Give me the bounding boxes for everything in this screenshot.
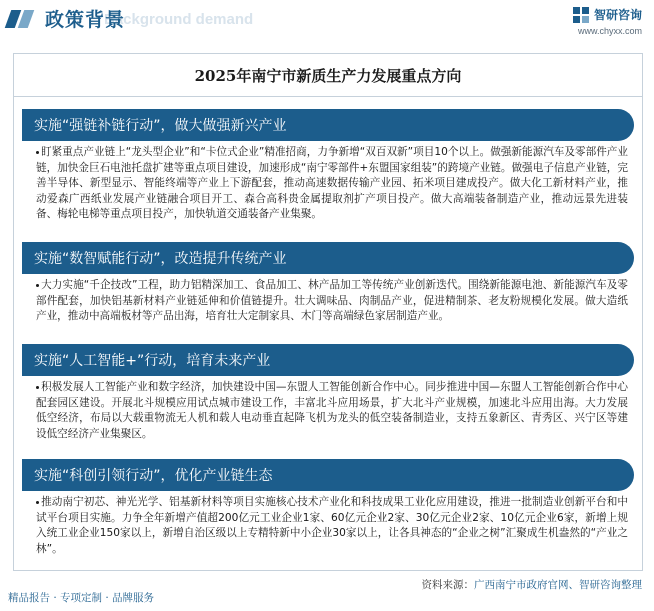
- top-banner: [0, 0, 654, 38]
- section-body: [36, 145, 628, 223]
- footer-services: 精品报告 · 专项定制 · 品牌服务: [8, 592, 155, 604]
- bullet-dot: [36, 284, 39, 287]
- section-heading: 实施“强链补链行动”，做大做强新兴产业: [34, 118, 287, 134]
- section-heading: 实施“人工智能+”行动，培育未来产业: [34, 353, 271, 369]
- section-header: [14, 459, 642, 491]
- section-sci-tech: [14, 459, 642, 557]
- section-text: 积极发展人工智能产业和数字经济，加快建设中国—东盟人工智能创新合作中心。同步推进中国—东盟人工智能创新合作中心配套园区建设。开展北斗规模应用试点城市建设工作，丰富北斗应用场景，扩大北斗产业规模，加速北斗应用出海。大力发展低空经济，布局以大载重物流无人机和载人电动垂直起降飞机为龙头的低空装备制造业，支持五象新区、青秀区、兴宁区等建设低空经济产业集聚区。: [36, 381, 628, 440]
- content-frame: [13, 53, 643, 571]
- section-header: [14, 242, 642, 274]
- section-header: [14, 344, 642, 376]
- brand-name: 智研咨询: [593, 8, 642, 22]
- section-digital-empower: [14, 242, 642, 325]
- bullet-dot: [36, 151, 39, 154]
- source-value: 广西南宁市政府官网、智研咨询整理: [474, 579, 642, 591]
- footer: [0, 579, 654, 611]
- bullet-dot: [36, 501, 39, 504]
- source-label: 资料来源：: [421, 579, 474, 591]
- brand-logo-icon: [573, 7, 589, 23]
- header-ghost-text: Background demand: [104, 11, 254, 28]
- section-heading: 实施“数智赋能行动”，改造提升传统产业: [34, 251, 287, 267]
- section-body: [36, 278, 628, 325]
- footer-source: [422, 577, 643, 592]
- section-text: 大力实施“千企技改”工程，助力铝精深加工、食品加工、林产品加工等传统产业创新迭代。围绕新能源电池、新能源汽车及零部件配套，加快铝基新材料产业链延伸和价值链提升。壮大调味品、肉制品产业，促进精制茶、老友粉规模化发展。做大造纸产业，推动中高端板材等产品出海，培育壮大定制家具、木门等高端绿色家居制造产业。: [36, 279, 628, 323]
- section-strong-chain: [14, 109, 642, 223]
- section-heading: 实施“科创引领行动”，优化产业链生态: [34, 468, 273, 484]
- section-ai-plus: [14, 344, 642, 442]
- section-body: [36, 380, 628, 442]
- bullet-dot: [36, 386, 39, 389]
- section-body: [36, 495, 628, 557]
- title-marks: [8, 10, 31, 28]
- section-header: [14, 109, 642, 141]
- section-text: 盯紧重点产业链上“龙头型企业”和“卡位式企业”精准招商，力争新增“双百双新”项目10个以上。做强新能源汽车及零部件产业链，加快金巨石电池托盘扩建等重点项目建设，加速形成“南宁零部件+东盟国家组装”的跨境产业链。做强电子信息产业链，完善半导体、新型显示、智能终端等产业上下游配套，推动高速数据传输产业园、拓米项目建成投产。做大化工新材料产业，推动爱森广西纸业发展产业链融合项目开工、森合高科贵金属提取剂扩产项目投产。做大高端装备制造产业，推动远景先进装备、梅轮电梯等重点项目投产，加快轨道交通装备产业集聚。: [36, 146, 628, 221]
- section-text: 推动南宁初芯、神光光学、铝基新材料等项目实施核心技术产业化和科技成果工业化应用建设，推进一批制造业创新平台和中试平台项目实施。力争全年新增产值超200亿元工业企业1家、60亿元企业2家、30亿元企业2家、10亿元企业6家，新增上规入统工业企业150家以上，新增自治区级以上专精特新中小企业30家以上，让各具神态的“企业之树”汇聚成生机盎然的“产业之林”。: [36, 496, 628, 555]
- brand: [573, 6, 642, 36]
- main-title: 2025年南宁市新质生产力发展重点方向: [14, 54, 642, 97]
- brand-url: www.chyxx.com: [577, 26, 642, 36]
- page-title: 政策背景: [45, 9, 126, 31]
